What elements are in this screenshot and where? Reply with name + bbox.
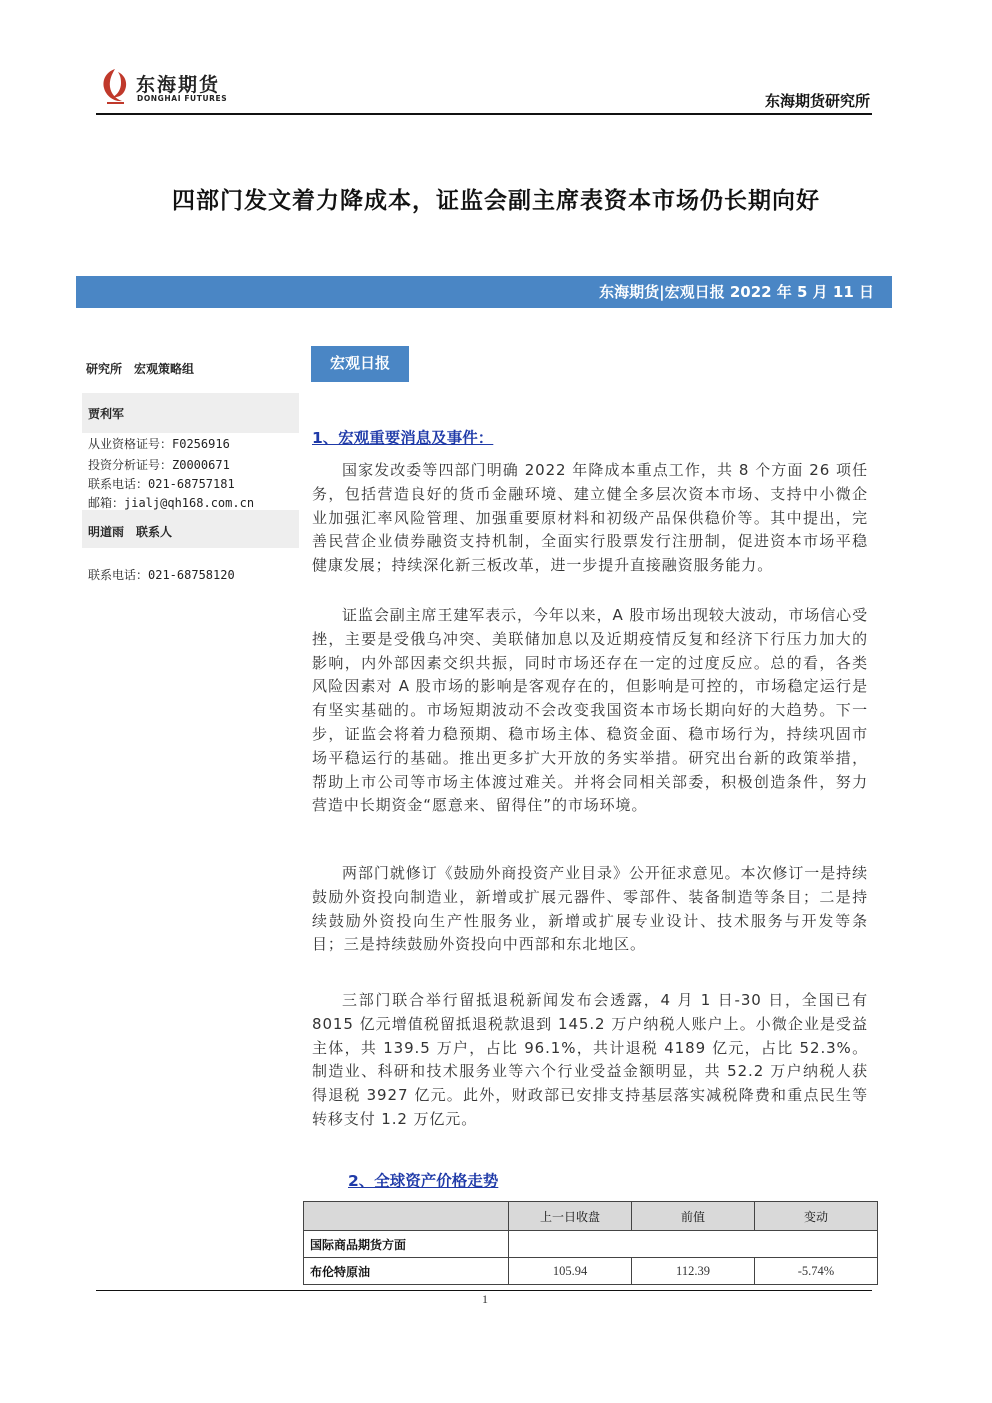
news-paragraph: 国家发改委等四部门明确 2022 年降成本重点工作，共 8 个方面 26 项任务，包括营造良好的货币金融环境、建立健全多层次资本市场、支持中小微企业加强汇率风险管理、加强重要原材料和初级产品保供稳价等。其中提出，完善民营企业债券融资支持机制，全面实行股票发行注册制，促进资本市场平稳健康发展；持续深化新三板改革，进一步提升直接融资服务能力。	[312, 461, 868, 575]
table-row-close: 105.94	[509, 1258, 632, 1285]
sidebar-department: 研究所 宏观策略组	[86, 362, 195, 376]
footer-divider	[96, 1290, 872, 1291]
table-group-row	[304, 1231, 878, 1258]
table-row	[304, 1258, 878, 1285]
analyst-investment-license: 投资分析证号：Z0000671	[88, 458, 230, 472]
institute-name: 东海期货研究所	[764, 92, 870, 110]
report-banner	[76, 276, 892, 308]
donghai-logo-icon	[98, 66, 132, 106]
analyst-name: 贾利军	[88, 407, 125, 421]
section1-title: 1、宏观重要消息及事件：	[312, 429, 494, 447]
table-group-label: 国际商品期货方面	[304, 1231, 509, 1258]
table-group-empty	[509, 1231, 878, 1258]
donghai-logo	[98, 66, 228, 110]
macro-daily-tag	[311, 346, 409, 382]
contact-phone: 联系电话：021-68758120	[88, 568, 235, 582]
table-header-cell	[304, 1202, 509, 1231]
news-paragraph: 证监会副主席王建军表示，今年以来，A 股市场出现较大波动，市场信心受挫，主要是受俄乌冲突、美联储加息以及近期疫情反复和经济下行压力加大的影响，内外部因素交织共振，同时市场还存在一定的过度反应。总的看，各类风险因素对 A 股市场的影响是客观存在的，但影响是可控的，市场稳定运行是有坚实基础的。市场短期波动不会改变我国资本市场长期向好的大趋势。下一步，证监会将着力稳预期、稳市场主体、稳资金面、稳市场行为，持续巩固市场平稳运行的基础。推出更多扩大开放的务实举措。研究出台新的政策举措，帮助上市公司等市场主体渡过难关。并将会同相关部委，积极创造条件，努力营造中长期资金“愿意来、留得住”的市场环境。	[312, 606, 868, 815]
analyst-qualification: 从业资格证号：F0256916	[88, 437, 230, 451]
table-header-cell: 上一日收盘	[509, 1202, 632, 1231]
news-paragraph: 两部门就修订《鼓励外商投资产业目录》公开征求意见。本次修订一是持续鼓励外资投向制造业，新增或扩展元器件、零部件、装备制造等条目；二是持续鼓励外资投向生产性服务业，新增或扩展专业设计、技术服务与开发等条目；三是持续鼓励外资投向中西部和东北地区。	[312, 864, 868, 954]
table-header-cell: 变动	[755, 1202, 878, 1231]
macro-daily-tag-text: 宏观日报	[329, 354, 390, 372]
banner-text: 东海期货|宏观日报 2022 年 5 月 11 日	[599, 283, 874, 301]
logo-chinese-text: 东海期货	[136, 74, 221, 96]
table-header-cell: 前值	[632, 1202, 755, 1231]
header-divider	[96, 113, 872, 115]
analyst-email[interactable]: 邮箱：jialj@qh168.com.cn	[88, 496, 255, 510]
news-paragraph: 三部门联合举行留抵退税新闻发布会透露，4 月 1 日-30 日，全国已有 8015 亿元增值税留抵退税款退到 145.2 万户纳税人账户上。小微企业是受益主体，共 139.5 万户，占比 96.1%，共计退税 4189 亿元，占比 52.3%。制造业、科研和技术服务业等六个行业受益金额明显，共 52.2 万户纳税人获得退税 3927 亿元。此外，财政部已安排支持基层落实减税降费和重点民生等转移支付 1.2 万亿元。	[312, 991, 868, 1128]
table-row-change: -5.74%	[755, 1258, 878, 1285]
table-row-name: 布伦特原油	[304, 1258, 509, 1285]
analyst-phone: 联系电话：021-68757181	[88, 477, 235, 491]
document-title: 四部门发文着力降成本，证监会副主席表资本市场仍长期向好	[172, 188, 820, 214]
table-header-row	[304, 1202, 878, 1231]
logo-english-text: DONGHAI FUTURES	[137, 94, 228, 103]
table-row-prev: 112.39	[632, 1258, 755, 1285]
section2-title: 2、全球资产价格走势	[348, 1172, 499, 1190]
asset-price-table	[303, 1201, 878, 1285]
page-number: 1	[482, 1292, 488, 1306]
contact-name: 明道雨 联系人	[88, 525, 173, 539]
